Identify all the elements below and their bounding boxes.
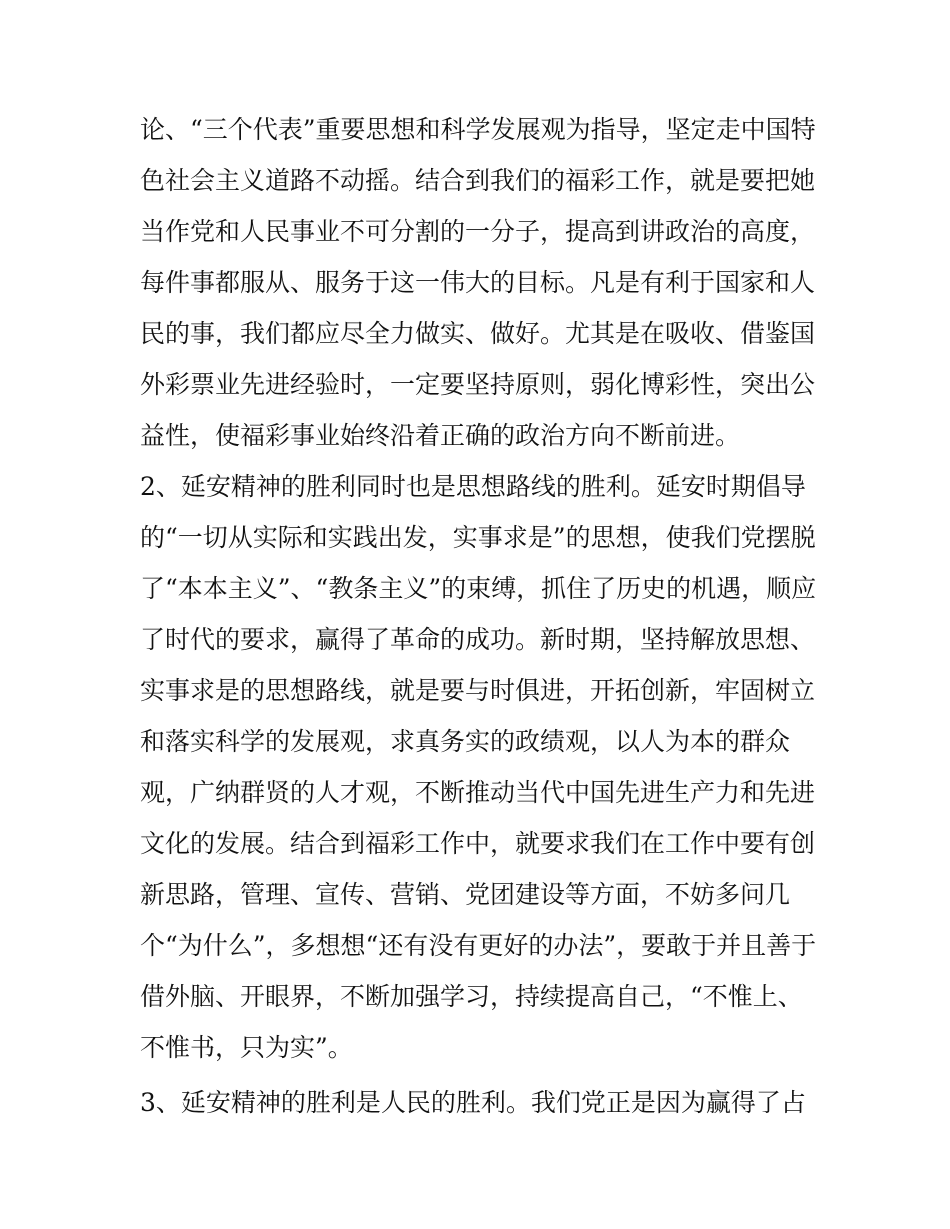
text-line: 了时代的要求，赢得了革命的成功。新时期，坚持解放思想、 bbox=[140, 625, 816, 654]
document-body bbox=[140, 104, 820, 1128]
text-line: 当作党和人民事业不可分割的一分子，提高到讲政治的高度， bbox=[140, 217, 816, 246]
paragraph bbox=[140, 461, 820, 1073]
text-line: 2、延安精神的胜利同时也是思想路线的胜利。延安时期倡导 bbox=[140, 472, 806, 501]
text-line: 每件事都服从、服务于这一伟大的目标。凡是有利于国家和人 bbox=[140, 268, 816, 297]
text-line: 个“为什么”，多想想“还有没有更好的办法”，要敢于并且善于 bbox=[140, 931, 817, 960]
text-line: 益性，使福彩事业始终沿着正确的政治方向不断前进。 bbox=[140, 421, 741, 450]
text-line: 实事求是的思想路线，就是要与时俱进，开拓创新，牢固树立 bbox=[140, 676, 816, 705]
text-line: 了“本本主义”、“教条主义”的束缚，抓住了历史的机遇，顺应 bbox=[140, 574, 817, 603]
text-line: 和落实科学的发展观，求真务实的政绩观，以人为本的群众 bbox=[140, 727, 791, 756]
text-line: 色社会主义道路不动摇。结合到我们的福彩工作，就是要把她 bbox=[140, 166, 816, 195]
text-line: 观，广纳群贤的人才观，不断推动当代中国先进生产力和先进 bbox=[140, 778, 816, 807]
text-line: 借外脑、开眼界，不断加强学习，持续提高自己，“不惟上、 bbox=[140, 982, 803, 1011]
paragraph bbox=[140, 1077, 820, 1128]
text-line: 论、“三个代表”重要思想和科学发展观为指导，坚定走中国特 bbox=[140, 115, 816, 144]
text-line: 外彩票业先进经验时，一定要坚持原则，弱化博彩性，突出公 bbox=[140, 370, 816, 399]
text-line: 新思路，管理、宣传、营销、党团建设等方面，不妨多问几 bbox=[140, 880, 791, 909]
text-line: 民的事，我们都应尽全力做实、做好。尤其是在吸收、借鉴国 bbox=[140, 319, 816, 348]
text-line: 3、延安精神的胜利是人民的胜利。我们党正是因为赢得了占 bbox=[140, 1088, 806, 1117]
text-line: 文化的发展。结合到福彩工作中，就要求我们在工作中要有创 bbox=[140, 829, 816, 858]
paragraph bbox=[140, 104, 820, 461]
text-line: 不惟书，只为实”。 bbox=[140, 1033, 353, 1062]
text-line: 的“一切从实际和实践出发，实事求是”的思想，使我们党摆脱 bbox=[140, 523, 816, 552]
